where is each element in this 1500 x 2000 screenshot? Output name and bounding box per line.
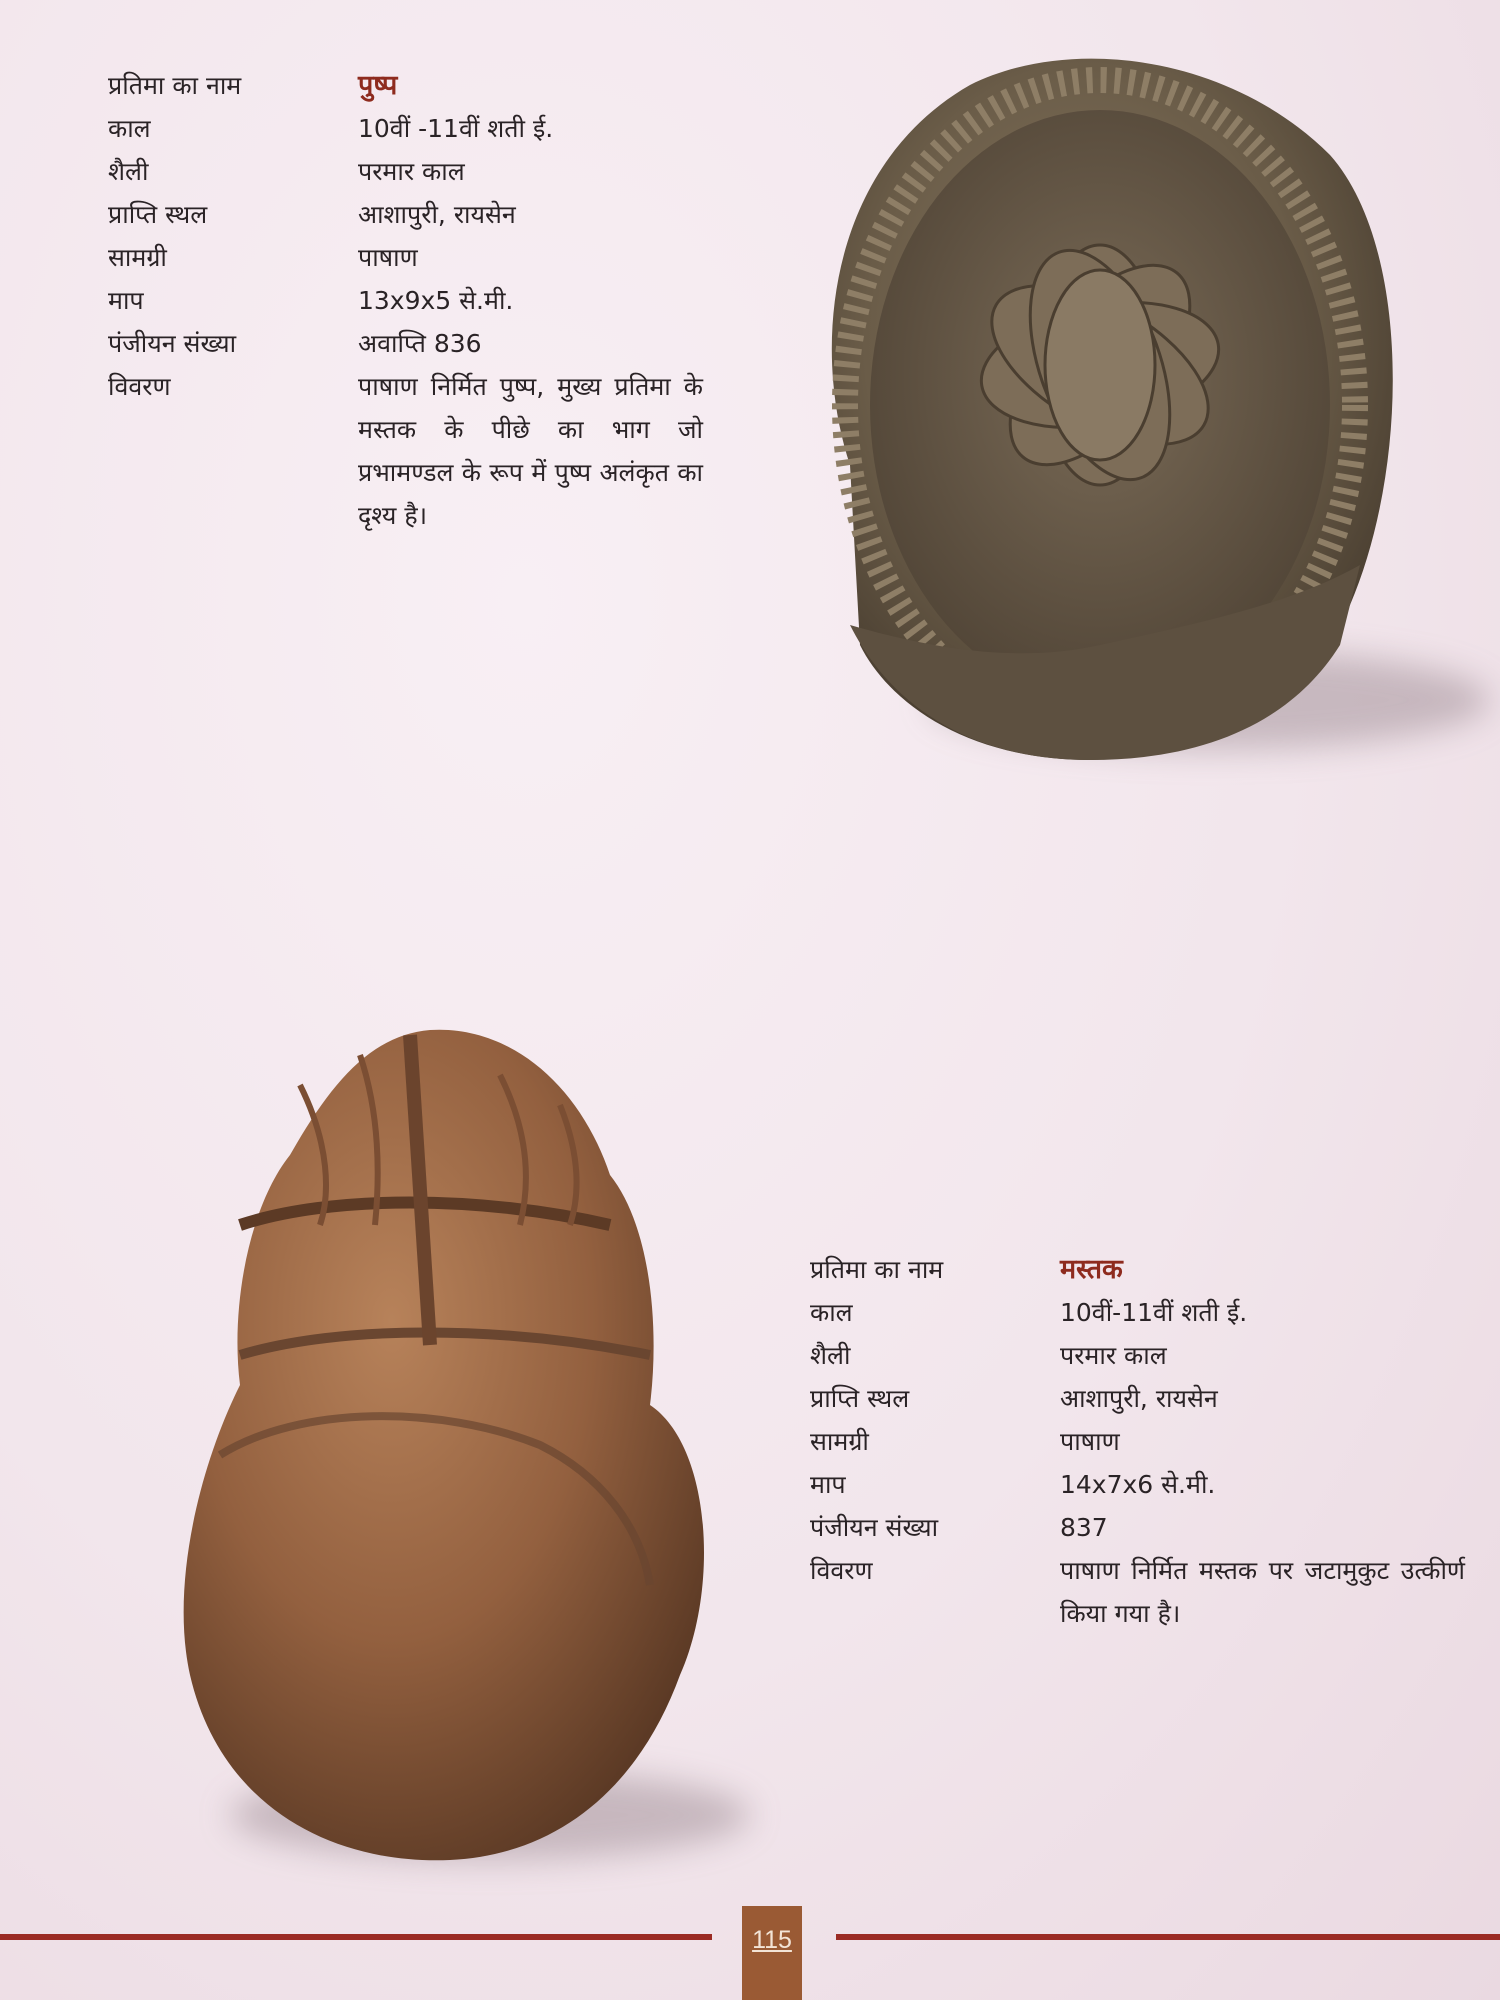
footer-rule-left bbox=[0, 1934, 712, 1940]
field-value: 10वीं-11वीं शती ई. bbox=[1060, 1298, 1248, 1327]
field-row bbox=[810, 1377, 1465, 1420]
field-value: परमार काल bbox=[1060, 1341, 1167, 1370]
field-label: शैली bbox=[108, 157, 149, 186]
field-label: विवरण bbox=[810, 1556, 873, 1585]
description-text: पाषाण निर्मित मस्तक पर जटामुकुट उत्कीर्ण किया गया है। bbox=[1060, 1556, 1465, 1628]
field-label: काल bbox=[108, 114, 151, 143]
stone-head-photo bbox=[180, 1025, 720, 1865]
field-label: प्रतिमा का नाम bbox=[810, 1255, 944, 1284]
field-row bbox=[108, 107, 703, 150]
field-row bbox=[108, 365, 703, 537]
field-row bbox=[810, 1291, 1465, 1334]
field-label: विवरण bbox=[108, 372, 171, 401]
field-label: प्राप्ति स्थल bbox=[108, 200, 208, 229]
field-label: पंजीयन संख्या bbox=[108, 329, 237, 358]
field-row bbox=[810, 1420, 1465, 1463]
field-value: आशापुरी, रायसेन bbox=[1060, 1384, 1218, 1413]
field-label: माप bbox=[108, 286, 144, 315]
field-label: प्राप्ति स्थल bbox=[810, 1384, 910, 1413]
field-row bbox=[108, 279, 703, 322]
field-row bbox=[810, 1549, 1465, 1635]
description-text: पाषाण निर्मित पुष्प, मुख्य प्रतिमा के मस्तक के पीछे का भाग जो प्रभामण्डल के रूप में पुष्प अलंकृत का दृश्य है। bbox=[358, 372, 703, 530]
field-value: परमार काल bbox=[358, 157, 465, 186]
field-label: सामग्री bbox=[810, 1427, 869, 1456]
field-row bbox=[810, 1334, 1465, 1377]
field-label: पंजीयन संख्या bbox=[810, 1513, 939, 1542]
field-label: माप bbox=[810, 1470, 846, 1499]
field-value: पाषाण bbox=[1060, 1427, 1120, 1456]
field-value: 837 bbox=[1060, 1513, 1108, 1542]
field-label: शैली bbox=[810, 1341, 851, 1370]
field-row bbox=[108, 150, 703, 193]
field-value: 14x7x6 से.मी. bbox=[1060, 1470, 1216, 1499]
field-value: 13x9x5 से.मी. bbox=[358, 286, 514, 315]
field-value: 10वीं -11वीं शती ई. bbox=[358, 114, 554, 143]
field-value: आशापुरी, रायसेन bbox=[358, 200, 516, 229]
field-value: पाषाण bbox=[358, 243, 418, 272]
field-label: सामग्री bbox=[108, 243, 167, 272]
field-row bbox=[810, 1463, 1465, 1506]
field-row bbox=[108, 322, 703, 365]
field-value: अवाप्ति 836 bbox=[358, 329, 482, 358]
stone-flower-photo bbox=[770, 45, 1410, 765]
page-number: 115 bbox=[742, 1906, 802, 2000]
field-row bbox=[810, 1248, 1465, 1291]
field-row bbox=[108, 236, 703, 279]
artifact-title: मस्तक bbox=[1060, 1254, 1123, 1285]
field-label: प्रतिमा का नाम bbox=[108, 71, 242, 100]
field-row bbox=[810, 1506, 1465, 1549]
artifact-entry-flower bbox=[108, 64, 703, 537]
footer-rule-right bbox=[836, 1934, 1500, 1940]
artifact-title: पुष्प bbox=[358, 70, 398, 101]
field-label: काल bbox=[810, 1298, 853, 1327]
artifact-entry-head bbox=[810, 1248, 1465, 1635]
field-row bbox=[108, 64, 703, 107]
field-row bbox=[108, 193, 703, 236]
